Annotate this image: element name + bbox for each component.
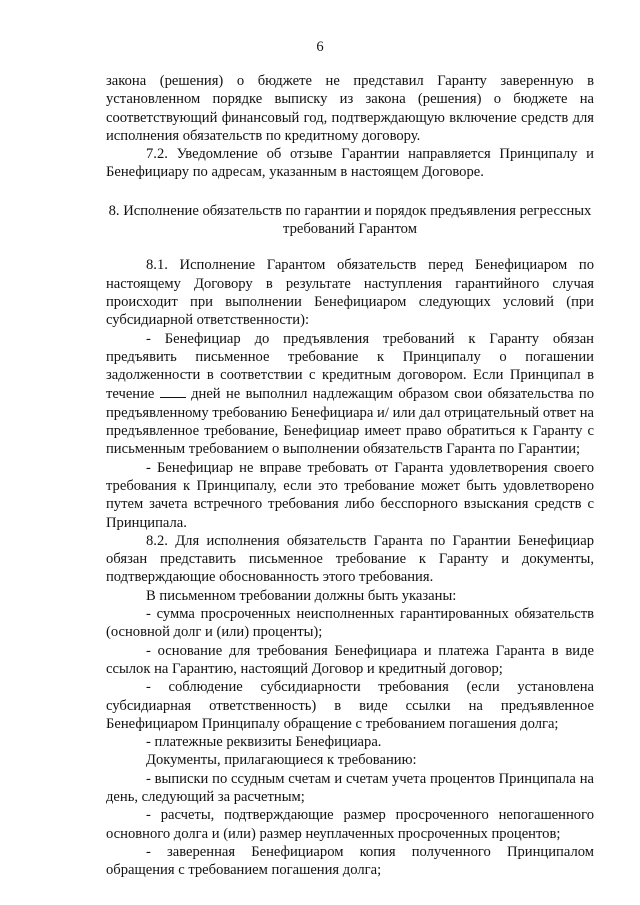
paragraph-beneficiary-claim-part1: - Бенефициар до предъявления требований к Гаранту обязан предъявить письменное требование к Принципалу о погашении задолженности в соответствии с кредитным договором. Если Принципал в течение <box>106 330 594 403</box>
paragraph-beneficiary-claim <box>106 330 594 459</box>
paragraph-beneficiary-claim-part2: дней не выполнил надлежащим образом свои обязательства по предъявленному требованию Бенефициара и/ или дал отрицательный ответ на предъявленное требование, Бенефициар имеет право обратиться к Гаранту с письменным требованием о выполнении обязательств Гаранта по Гарантии; <box>106 386 595 458</box>
paragraph-requirement-intro: В письменном требовании должны быть указаны: <box>146 587 457 604</box>
list-item-account-statements: - выписки по ссудным счетам и счетам учета процентов Принципала на день, следующий за расчетным; <box>106 770 594 805</box>
paragraph-8-2: 8.2. Для исполнения обязательств Гаранта по Гарантии Бенефициар обязан представить письменное требование к Гаранту и документы, подтверждающие обоснованность этого требования. <box>106 532 594 586</box>
section-heading-8: 8. Исполнение обязательств по гарантии и порядок предъявления регрессных требований Гарантом <box>108 202 592 238</box>
paragraph-documents-intro: Документы, прилагающиеся к требованию: <box>146 752 417 769</box>
list-item-calculations: - расчеты, подтверждающие размер просроченного непогашенного основного долга и (или) размер неуплаченных просроченных процентов; <box>106 807 594 842</box>
page-number: 6 <box>316 39 324 55</box>
blank-days-field <box>160 384 186 398</box>
list-item-basis: - основание для требования Бенефициара и платежа Гаранта в виде ссылок на Гарантию, настоящий Договор и кредитный договор; <box>106 642 594 677</box>
paragraph-beneficiary-restriction: - Бенефициар не вправе требовать от Гаранта удовлетворения своего требования к Принципалу, если это требование может быть удовлетворено путем зачета встречного требования либо бесспорного взыскания средств с Принципала. <box>106 459 594 531</box>
list-item-overdue-sum: - сумма просроченных неисполненных гарантированных обязательств (основной долг и (или) проценты); <box>106 606 594 641</box>
list-item-subsidiarity: - соблюдение субсидиарности требования (если установлена субсидиарная ответственность) в виде ссылки на предъявленное Бенефициаром Принципалу обращение с требованием погашения долга; <box>106 679 594 732</box>
list-item-certified-copy: - заверенная Бенефициаром копия полученного Принципалом обращения с требованием погашения долга; <box>106 843 594 879</box>
list-item-payment-details: - платежные реквизиты Бенефициара. <box>146 734 382 751</box>
paragraph-budget-law: закона (решения) о бюджете не представил Гаранту заверенную в установленном порядке выписку из закона (решения) о бюджете на соответствующий финансовый год, подтверждающую включение средств для исполнения обязательств по кредитному договору. <box>106 73 594 144</box>
document-body <box>106 72 594 879</box>
paragraph-8-1: 8.1. Исполнение Гарантом обязательств перед Бенефициаром по настоящему Договору в результате наступления гарантийного случая происходит при выполнении Бенефициаром следующих условий (при субсидиарной ответственности): <box>106 257 594 329</box>
paragraph-7-2: 7.2. Уведомление об отзыве Гарантии направляется Принципалу и Бенефициару по адресам, указанным в настоящем Договоре. <box>106 146 594 181</box>
